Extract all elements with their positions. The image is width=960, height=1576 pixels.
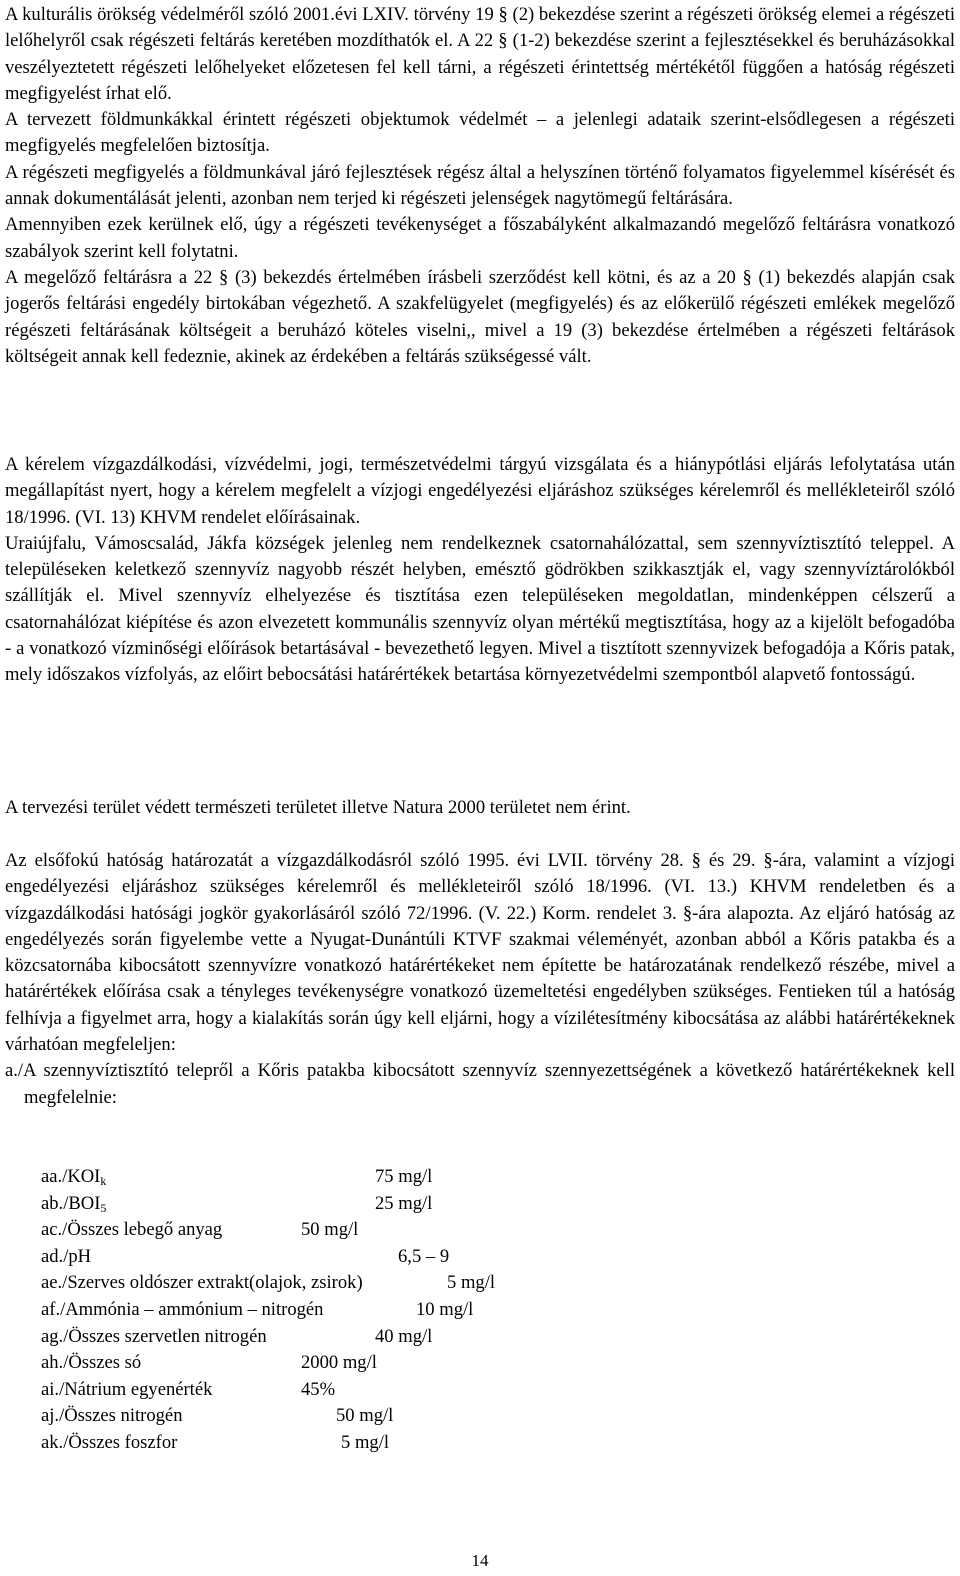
paragraph-sewage-situation: Uraiújfalu, Vámoscsalád, Jákfa községek jelenleg nem rendelkeznek csatornahálózattal, sem szennyvíztisztító teleppel. A településeken keletkező szennyvíz nagyobb részét helyben, emésztő gödrökben szikkasztják el, vagy szennyvíztárolókból szállítják el. Mivel szennyvíz elhelyezése és tisztítása ezen településeken megoldatlan, mindenképpen célszerű a csatornahálózat kiépítése és azon elvezetett kommunális szennyvíz olyan mértékű megtisztítása, hogy az a kijelölt befogadóba - a vonatkozó vízminőségi előírások betartásával - bevezethető legyen. Mivel a tisztított szennyvizek befogadója a Kőris patak, mely időszakos vízfolyás, az előirt bebocsátási határértékek betartása környezetvédelmi szempontból alapvető fontosságú. <box>5 532 955 686</box>
paragraph-excavation-rules: Amennyiben ezek kerülnek elő, úgy a régészeti tevékenységet a főszabályként alkalmazandó megelőző feltárásra vonatkozó szabályok szerint kell folytatni. <box>5 214 955 262</box>
water-permit-section <box>5 452 955 689</box>
limit-row <box>41 1324 641 1351</box>
paragraph-observation: A régészeti megfigyelés a földmunkával járó fejlesztések régész által a helyszínen történő folyamatos figyelemmel kísérését és annak dokumentálását jelenti, azonban nem terjed ki régészeti jelenségek nagytömegű feltárására. <box>5 161 955 210</box>
limit-values-list <box>41 1164 641 1457</box>
limit-value: 40 mg/l <box>375 1325 433 1347</box>
limit-label: ag./Összes szervetlen nitrogén <box>41 1325 267 1347</box>
limit-label: ac./Összes lebegő anyag <box>41 1219 223 1241</box>
limit-row <box>41 1403 641 1430</box>
limit-value: 5 mg/l <box>341 1431 390 1453</box>
limit-label: ak./Összes foszfor <box>41 1431 178 1453</box>
limit-label: aa./KOI <box>41 1166 101 1187</box>
authority-section <box>5 848 955 1111</box>
paragraph-earthworks: A tervezett földmunkákkal érintett régészeti objektumok védelmét – a jelenlegi adataik szerint-elsődlegesen a régészeti megfigyelés megfelelően biztosítja. <box>5 109 955 157</box>
limit-label: af./Ammónia – ammónium – nitrogén <box>41 1298 324 1320</box>
limit-row <box>41 1350 641 1377</box>
limit-label: aj./Összes nitrogén <box>41 1405 183 1427</box>
limit-value: 5 mg/l <box>447 1272 496 1294</box>
limit-label: ab./BOI <box>41 1192 101 1214</box>
limit-value: 50 mg/l <box>301 1219 359 1241</box>
paragraph-protected-area: A tervezési terület védett természeti területet illetve Natura 2000 területet nem érint. <box>5 797 631 818</box>
protected-area-section <box>5 795 955 821</box>
limit-value: 75 mg/l <box>375 1166 433 1187</box>
limit-row <box>41 1430 641 1457</box>
limit-subscript: k <box>100 1174 107 1188</box>
limit-subscript: 5 <box>100 1200 107 1215</box>
paragraph-limits-intro: a./A szennyvíztisztító telepről a Kőris patakba kibocsátott szennyvíz szennyezettségének a következő határértékeknek kell megfelelnie: <box>5 1060 955 1108</box>
limit-label: ad./pH <box>41 1245 92 1267</box>
limit-row <box>41 1270 641 1297</box>
page-number: 14 <box>471 1551 489 1570</box>
limit-row <box>41 1217 641 1244</box>
limit-value: 6,5 – 9 <box>398 1245 450 1267</box>
paragraph-permit-review: A kérelem vízgazdálkodási, vízvédelmi, jogi, természetvédelmi tárgyú vizsgálata és a hiánypótlási eljárás lefolytatása után megállapítást nyert, hogy a kérelem megfelelt a vízjogi engedélyezési eljáráshoz szükséges kérelemről és mellékleteiről szóló 18/1996. (VI. 13) KHVM rendelet előírásainak. <box>5 454 955 528</box>
limit-value: 2000 mg/l <box>301 1352 377 1374</box>
paragraph-heritage-law: A kulturális örökség védelméről szóló 2001.évi LXIV. törvény 19 § (2) bekezdése szerint a régészeti örökség elemei a régészeti lelőhelyről csak régészeti feltárás keretében mozdíthatók el. A 22 § (1-2) bekezdése szerint a fejlesztésekkel és beruházásokkal veszélyeztetett régészeti lelőhelyeket előzetesen fel kell tárni, a régészeti érintettség mértékétől függően a hatóság régészeti megfigyelést írhat elő. <box>5 4 955 104</box>
limit-value: 50 mg/l <box>336 1405 394 1427</box>
limit-row <box>41 1244 641 1271</box>
limit-row <box>41 1191 641 1218</box>
paragraph-authority-decision: Az elsőfokú hatóság határozatát a vízgazdálkodásról szóló 1995. évi LVII. törvény 28. § és 29. §-ára, valamint a vízjogi engedélyezési eljáráshoz szükséges kérelemről és mellékleteiről szóló 18/1996. (VI. 13.) KHVM rendeletben és a vízgazdálkodási hatósági jogkör gyakorlásáról szóló 72/1996. (V. 22.) Korm. rendelet 3. §-ára alapozta. Az eljáró hatóság az engedélyezés során figyelembe vette a Nyugat-Dunántúli KTVF szakmai véleményét, azonban abból a Kőris patakba és a közcsatornába kibocsátott szennyvízre vonatkozó határértékeket nem építette be határozatának rendelkező részébe, mivel a határértékek előírása csak a tényleges tevékenységre vonatkozó üzemeltetési engedélyben szükséges. Fentieken túl a hatóság felhívja a figyelmet arra, hogy a kialakítás során úgy kell eljárni, hogy a vízilétesítmény kibocsátása az alábbi határértékeknek várhatóan megfeleljen: <box>5 850 955 1056</box>
limit-value: 25 mg/l <box>375 1192 433 1214</box>
limit-label: ae./Szerves oldószer extrakt(olajok, zsirok) <box>41 1272 363 1294</box>
limit-value: 45% <box>301 1378 336 1400</box>
paragraph-excavation-contract: A megelőző feltárásra a 22 § (3) bekezdés értelmében írásbeli szerződést kell kötni, és az a 20 § (1) bekezdés alapján csak jogerős feltárási engedély birtokában végezhető. A szakfelügyelet (megfigyelés) és az előkerülő régészeti emlékek megelőző régészeti feltárásának költségeit a beruházó köteles viselni,, mivel a 19 (3) bekezdése értelmében a régészeti feltárások költségeit annak kell fedeznie, akinek az érdekében a feltárás szükségessé vált. <box>5 266 955 367</box>
limit-row <box>41 1297 641 1324</box>
limit-label: ai./Nátrium egyenérték <box>41 1378 213 1400</box>
limit-value: 10 mg/l <box>416 1298 474 1320</box>
limit-label: ah./Összes só <box>41 1352 142 1374</box>
limit-row <box>41 1377 641 1404</box>
limit-row <box>41 1164 641 1191</box>
heritage-section <box>5 2 955 370</box>
